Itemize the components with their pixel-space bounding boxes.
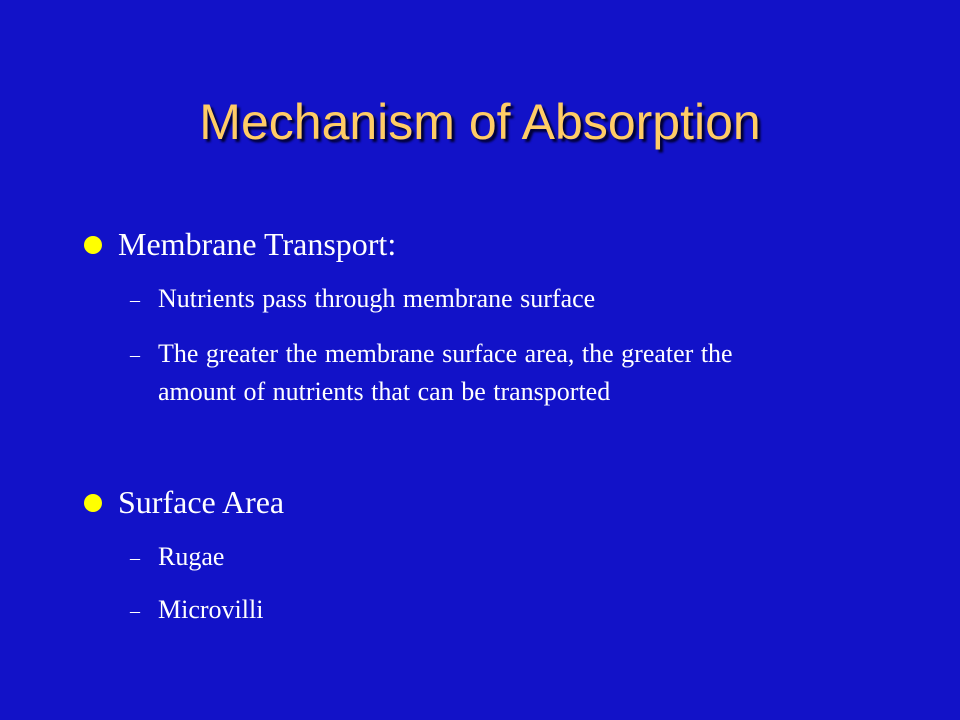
bullet-dot — [84, 494, 102, 512]
slide-title: Mechanism of Absorption — [199, 94, 761, 150]
bullet-dot — [84, 236, 102, 254]
sub-bullet-nutrients-pass: Nutrients pass through membrane surface — [158, 284, 596, 313]
sub-bullet-dash: – — [130, 289, 140, 311]
bullet-surface-area: Surface Area — [118, 484, 285, 520]
sub-bullet-dash: – — [130, 600, 140, 622]
sub-bullet-dash: – — [130, 344, 140, 366]
sub-bullet-rugae: Rugae — [158, 542, 225, 571]
sub-bullet-dash: – — [130, 547, 140, 569]
sub-bullet-greater-surface-area: The greater the membrane surface area, the greater the amount of nutrients that can be transported — [158, 339, 733, 406]
bullet-membrane-transport: Membrane Transport: — [118, 226, 397, 262]
sub-bullet-microvilli: Microvilli — [158, 595, 264, 624]
